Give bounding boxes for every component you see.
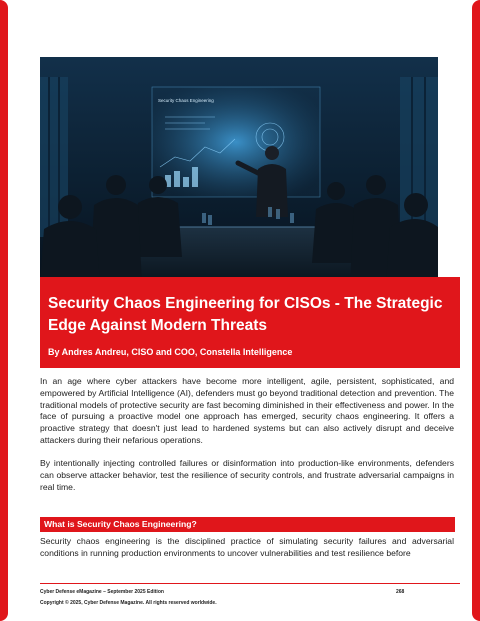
footer-edition: Cyber Defense eMagazine – September 2025 Edition bbox=[40, 589, 164, 595]
section-heading: What is Security Chaos Engineering? bbox=[44, 519, 197, 529]
article-header-banner bbox=[40, 277, 460, 368]
footer-copyright: Copyright © 2025, Cyber Defense Magazine. All rights reserved worldwide. bbox=[40, 600, 217, 606]
second-paragraph: By intentionally injecting controlled failures or disinformation into production-like environments, defenders can observe attacker behavior, test the resilience of security controls, and frustrate adversarial campaigns in real time. bbox=[40, 458, 454, 492]
section-paragraph: Security chaos engineering is the disciplined practice of simulating security failures and adversarial conditions in running production environments to uncover vulnerabilities and test resilience before bbox=[40, 536, 454, 558]
page-number: 268 bbox=[396, 589, 405, 595]
boardroom-illustration bbox=[40, 57, 438, 283]
screen-heading: Security Chaos Engineering bbox=[158, 98, 214, 103]
section-heading-bar bbox=[40, 517, 455, 532]
footer-divider bbox=[40, 583, 460, 584]
article-title: Security Chaos Engineering for CISOs - The Strategic Edge Against Modern Threats bbox=[48, 295, 443, 334]
left-edge-accent bbox=[0, 0, 8, 621]
article-byline: By Andres Andreu, CISO and COO, Constella Intelligence bbox=[48, 347, 293, 357]
hero-image bbox=[40, 57, 438, 283]
intro-paragraph: In an age where cyber attackers have become more intelligent, agile, persistent, sophisticated, and empowered by Artificial Intelligence (AI), defenders must go beyond traditional detection and prevention. The traditional models of protective security are fast becoming diminished in their effectiveness and power. In the face of pursuing a proactive model one approach has emerged, security chaos engineering. It offers a proactive strategy that doesn't just lead to hardened systems but can also actively disrupt and deceive attackers during their nefarious operations. bbox=[40, 376, 454, 445]
right-edge-accent bbox=[472, 0, 480, 621]
